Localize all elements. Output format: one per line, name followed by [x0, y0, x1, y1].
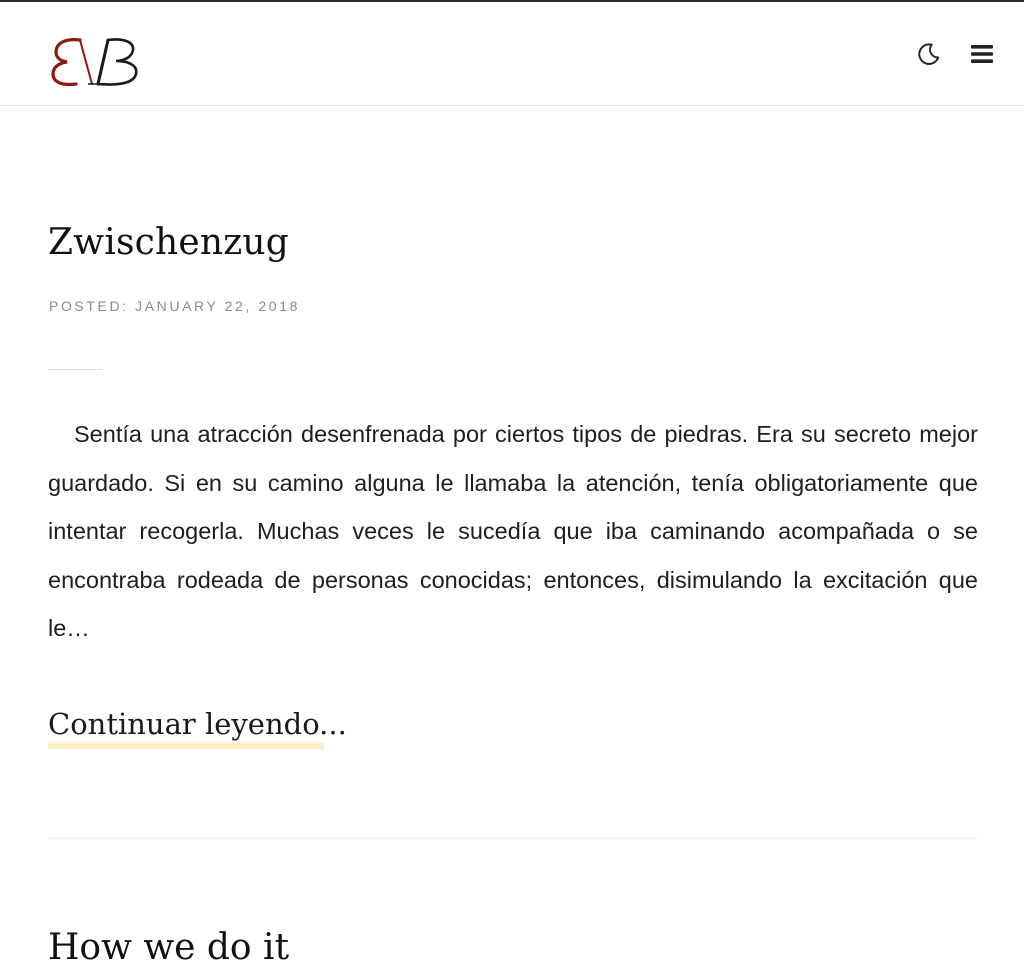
menu-button[interactable] — [964, 38, 1000, 70]
theme-toggle-button[interactable] — [912, 38, 946, 70]
site-logo[interactable] — [50, 32, 150, 90]
continue-reading-link[interactable]: Continuar leyendo... — [48, 707, 347, 741]
hamburger-menu-icon — [970, 43, 994, 65]
post-separator — [48, 838, 978, 839]
site-header — [0, 2, 1024, 106]
title-divider — [48, 369, 102, 370]
moon-icon — [916, 41, 942, 67]
post-excerpt: Sentía una atracción desenfrenada por ciertos tipos de piedras. Era su secreto mejor guardado. Si en su camino alguna le llamaba la atención, tenía obligatoriamente que intentar recogerla. Muchas veces le sucedía que iba caminando acompañada o se encontraba rodeada de personas conocidas; entonces, disimulando la excitación que le… — [48, 421, 978, 641]
next-post-title[interactable]: How we do it — [48, 927, 290, 968]
logo-monogram-icon — [50, 32, 150, 90]
post-date: POSTED: JANUARY 22, 2018 — [49, 298, 300, 314]
post-title[interactable]: Zwischenzug — [48, 222, 290, 263]
